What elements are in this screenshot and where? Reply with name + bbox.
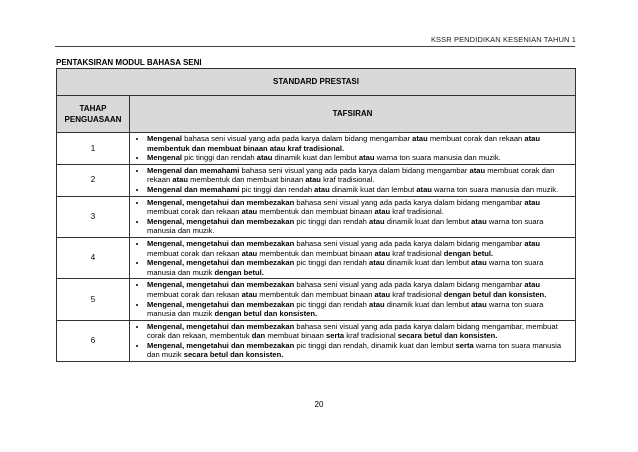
- text-segment: warna ton suara manusia dan muzik: [147, 340, 562, 360]
- text-segment: kraf tradisional: [390, 289, 444, 299]
- list-item: [147, 185, 573, 195]
- bold-text: Mengenal, mengetahui dan membezakan: [147, 321, 295, 331]
- bold-text: Mengenal: [147, 134, 183, 143]
- bold-text: atau: [369, 299, 385, 309]
- text-segment: warna ton suara manusia dan muzik.: [431, 184, 559, 194]
- text-segment: dinamik kuat dan lembut: [384, 258, 472, 268]
- table-row: [57, 133, 576, 165]
- text-segment: pic tinggi dan rendah: [294, 258, 370, 268]
- text-segment: kraf tradisional: [344, 331, 398, 341]
- description-list: [130, 238, 575, 278]
- bold-text: secara betul dan konsisten.: [397, 331, 498, 341]
- text-segment: warna ton suara manusia dan muzik: [147, 258, 544, 277]
- text-segment: bahasa seni visual yang ada pada karya dalam bidang mengambar, membuat corak dan rekaan, membentuk: [147, 321, 558, 341]
- level-cell: 2: [57, 164, 130, 196]
- table-row: [57, 279, 576, 320]
- text-segment: bahasa seni visual yang ada pada karya dalam bidang mengambar: [294, 197, 525, 207]
- text-segment: dinamik kuat dan lembut: [329, 184, 417, 194]
- list-item: [147, 217, 573, 236]
- column-header-description: TAFSIRAN: [130, 96, 576, 133]
- text-segment: membuat corak dan rekaan: [147, 207, 242, 217]
- text-segment: membuat corak dan rekaan: [427, 134, 525, 143]
- bold-text: atau: [358, 153, 375, 163]
- bold-text: atau: [471, 299, 487, 309]
- page-number: 20: [314, 400, 324, 409]
- text-segment: membuat binaan: [265, 331, 326, 341]
- level-cell: 1: [57, 133, 130, 165]
- description-list: [130, 321, 575, 361]
- bold-text: Mengenal, mengetahui dan membezakan: [147, 280, 295, 290]
- bold-text: atau: [374, 207, 391, 217]
- list-item: [147, 341, 573, 360]
- bold-text: Mengenal, mengetahui dan membezakan: [147, 197, 295, 207]
- bold-text: dengan betul dan konsisten.: [214, 309, 318, 319]
- bold-text: atau: [471, 258, 487, 268]
- text-segment: pic tinggi dan rendah: [294, 216, 370, 226]
- list-item: [147, 198, 573, 217]
- bold-text: atau: [241, 289, 258, 299]
- text-segment: kraf tradisional: [390, 248, 444, 258]
- list-item: [147, 300, 573, 319]
- description-cell: [130, 279, 576, 320]
- level-cell: 4: [57, 237, 130, 278]
- bold-text: atau: [374, 289, 391, 299]
- bold-text: atau: [524, 280, 540, 290]
- bold-text: serta: [326, 331, 345, 341]
- table-row: [57, 237, 576, 278]
- text-segment: warna ton suara manusia dan muzik.: [147, 216, 544, 236]
- document-series-title: KSSR PENDIDIKAN KESENIAN TAHUN 1: [430, 35, 576, 44]
- text-segment: pic tinggi dan rendah: [294, 299, 370, 309]
- table-row: [57, 164, 576, 196]
- bold-text: Mengenal dan memahami: [147, 165, 240, 175]
- text-segment: bahasa seni visual yang ada pada karya dalam bidang mengambar: [239, 165, 470, 175]
- column-header-level: [57, 96, 130, 133]
- text-segment: dinamik kuat dan lembut: [272, 153, 359, 163]
- bold-text: Mengenal, mengetahui dan membezakan: [147, 340, 295, 350]
- description-cell: [130, 320, 576, 361]
- text-segment: bahasa seni visual yang ada pada karya dalam bidang mengambar: [294, 280, 525, 290]
- bold-text: serta: [455, 340, 474, 350]
- text-segment: kraf tradisional.: [320, 175, 375, 185]
- bold-text: atau: [305, 175, 321, 185]
- bold-text: atau: [256, 153, 273, 163]
- list-item: [147, 166, 573, 185]
- level-cell: 3: [57, 196, 130, 237]
- bold-text: Mengenal, mengetahui dan membezakan: [147, 299, 295, 309]
- bold-text: dengan betul dan konsisten.: [443, 289, 547, 299]
- bold-text: atau: [241, 207, 258, 217]
- bold-text: atau membentuk dan membuat binaan atau kraf tradisional.: [147, 134, 541, 153]
- description-cell: [130, 133, 576, 165]
- section-title: PENTAKSIRAN MODUL BAHASA SENI: [56, 58, 202, 67]
- bold-text: atau: [469, 165, 486, 175]
- header-divider: [55, 46, 575, 47]
- list-item: [147, 239, 573, 258]
- text-segment: membuat corak dan rekaan: [147, 289, 242, 299]
- bold-text: atau: [172, 175, 188, 185]
- bold-text: dengan betul.: [214, 267, 264, 277]
- table-row: [57, 196, 576, 237]
- bold-text: Mengenal, mengetahui dan membezakan: [147, 216, 295, 226]
- bold-text: Mengenal dan memahami: [147, 184, 240, 194]
- text-segment: membentuk dan membuat binaan: [257, 289, 375, 299]
- standard-prestasi-table: [56, 68, 576, 362]
- table-body: [57, 133, 576, 362]
- bold-text: dan: [251, 331, 266, 341]
- bold-text: atau: [524, 238, 540, 248]
- text-segment: membentuk dan membuat binaan: [187, 175, 306, 185]
- text-segment: bahasa seni visual yang ada pada karya dalam bidang mengambar: [294, 238, 525, 248]
- text-segment: membuat corak dan rekaan: [147, 248, 242, 258]
- list-item: [147, 322, 573, 341]
- bold-text: atau: [524, 197, 540, 207]
- text-segment: bahasa seni visual yang ada pada karya dalam bidang mengambar: [182, 134, 413, 143]
- bold-text: atau: [241, 248, 258, 258]
- text-segment: pic tinggi dan rendah: [239, 184, 315, 194]
- text-segment: membentuk dan membuat binaan: [257, 248, 375, 258]
- text-segment: pic tinggi dan rendah: [182, 153, 257, 163]
- text-segment: membuat corak dan rekaan: [147, 165, 555, 185]
- text-segment: dinamik kuat dan lembut: [384, 299, 472, 309]
- description-list: [130, 197, 575, 237]
- bold-text: atau: [369, 216, 385, 226]
- text-segment: pic tinggi dan rendah, dinamik kuat dan lembut: [294, 340, 456, 350]
- level-cell: 5: [57, 279, 130, 320]
- bold-text: atau: [314, 184, 330, 194]
- bold-text: atau: [412, 134, 428, 143]
- text-segment: warna ton suara manusia dan muzik: [147, 299, 544, 319]
- list-item: [147, 280, 573, 299]
- bold-text: dengan betul.: [443, 248, 494, 258]
- column-header-level-label: TAHAP PENGUASAAN: [64, 104, 122, 124]
- bold-text: atau: [471, 216, 487, 226]
- bold-text: atau: [416, 184, 432, 194]
- text-segment: membentuk dan membuat binaan: [257, 207, 375, 217]
- description-list: [130, 165, 575, 196]
- text-segment: warna ton suara manusia dan muzik.: [374, 153, 501, 163]
- list-item: [147, 134, 573, 153]
- bold-text: atau: [369, 258, 385, 268]
- bold-text: Mengenal, mengetahui dan membezakan: [147, 258, 295, 268]
- bold-text: atau: [374, 248, 391, 258]
- list-item: [147, 153, 573, 163]
- bold-text: Mengenal: [147, 153, 183, 163]
- description-cell: [130, 237, 576, 278]
- text-segment: kraf tradisional.: [390, 207, 444, 217]
- level-cell: 6: [57, 320, 130, 361]
- bold-text: secara betul dan konsisten.: [183, 350, 284, 360]
- text-segment: dinamik kuat dan lembut: [384, 216, 472, 226]
- description-list: [130, 133, 575, 164]
- list-item: [147, 258, 573, 277]
- table-row: [57, 320, 576, 361]
- description-cell: [130, 196, 576, 237]
- standard-prestasi-header: STANDARD PRESTASI: [57, 69, 576, 96]
- description-cell: [130, 164, 576, 196]
- description-list: [130, 279, 575, 319]
- bold-text: Mengenal, mengetahui dan membezakan: [147, 238, 295, 248]
